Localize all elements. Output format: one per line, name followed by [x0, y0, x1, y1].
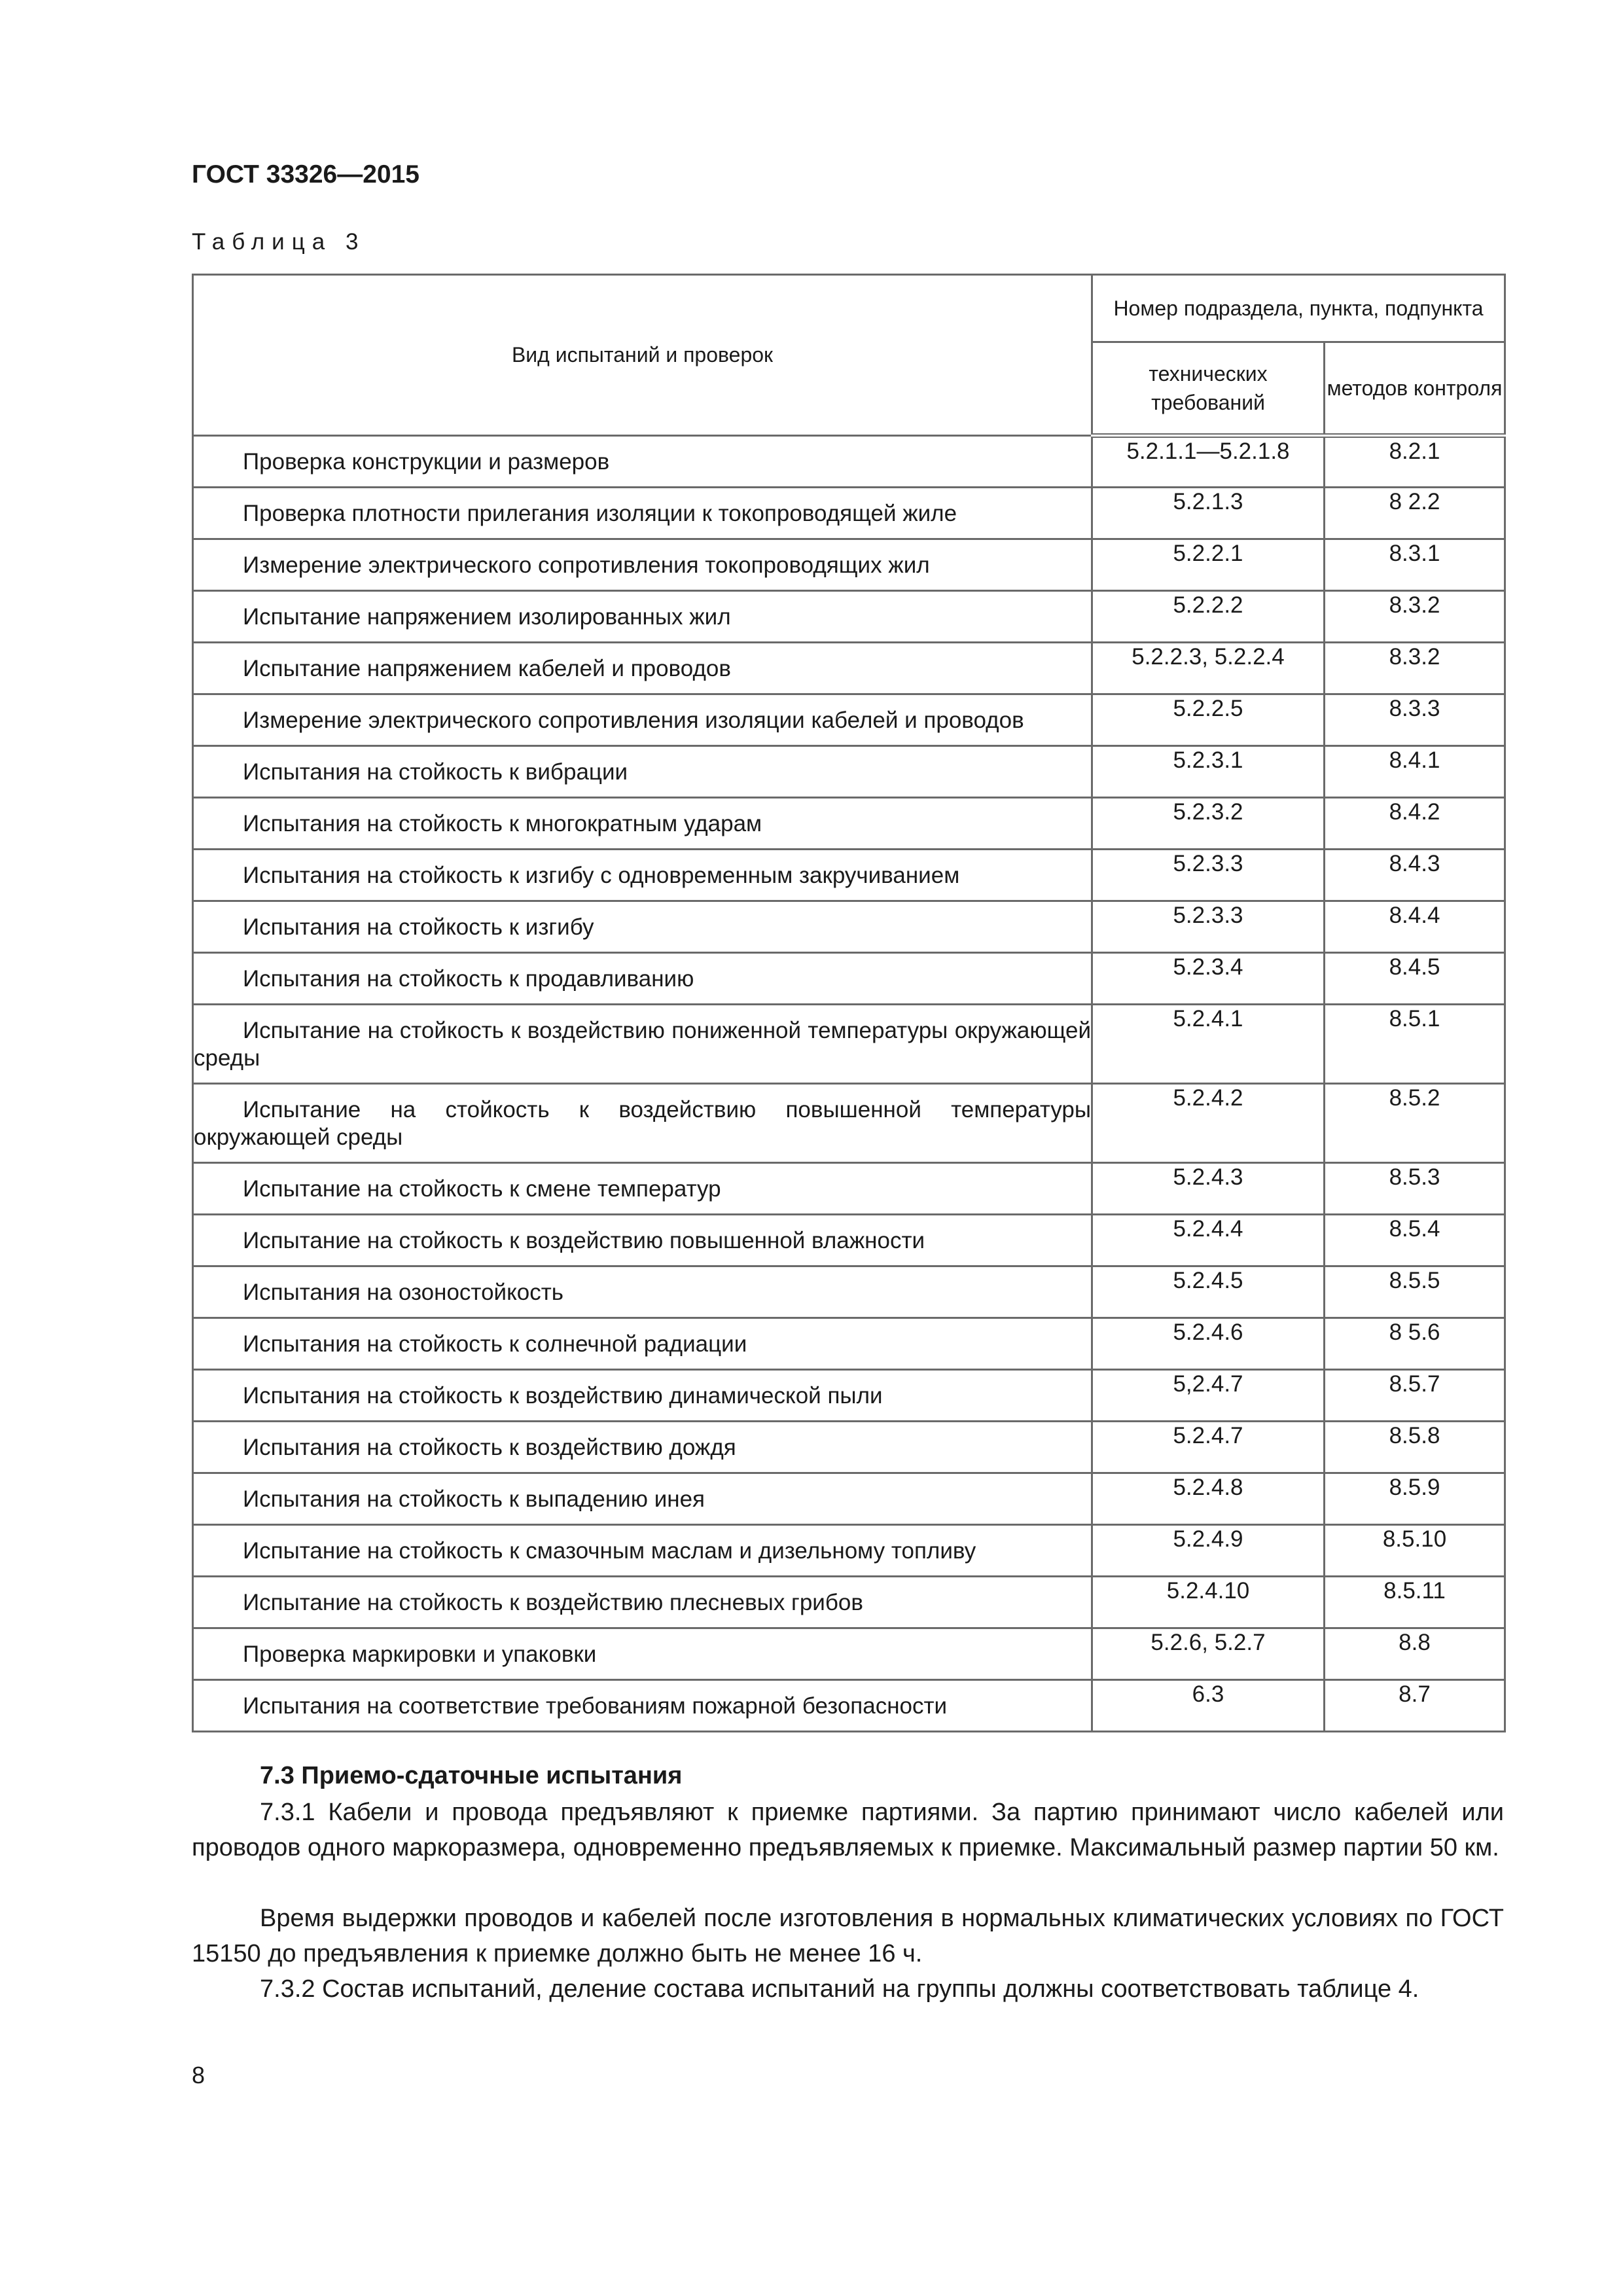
requirements-cell: 5.2.4.9	[1092, 1525, 1325, 1577]
control-method-cell: 8.4.3	[1325, 850, 1505, 901]
test-name-cell: Испытания на стойкость к воздействию динамической пыли	[193, 1370, 1092, 1422]
test-name-cell: Испытания на стойкость к выпадению инея	[193, 1473, 1092, 1525]
table-row	[193, 1628, 1505, 1680]
control-method-cell: 8.3.2	[1325, 643, 1505, 694]
test-name-cell: Измерение электрического сопротивления изоляции кабелей и проводов	[193, 694, 1092, 746]
table-row	[193, 694, 1505, 746]
table-row	[193, 1318, 1505, 1370]
control-method-cell: 8.5.11	[1325, 1577, 1505, 1628]
table-row	[193, 1370, 1505, 1422]
table-row	[193, 798, 1505, 850]
requirements-cell: 5.2.3.4	[1092, 953, 1325, 1005]
control-method-cell: 8.4.4	[1325, 901, 1505, 953]
test-name-cell: Испытания на стойкость к многократным ударам	[193, 798, 1092, 850]
control-method-cell: 8.5.3	[1325, 1163, 1505, 1215]
control-method-cell: 8.5.8	[1325, 1422, 1505, 1473]
control-method-cell: 8.4.5	[1325, 953, 1505, 1005]
control-method-cell: 8.3.1	[1325, 539, 1505, 591]
test-name-cell: Проверка маркировки и упаковки	[193, 1628, 1092, 1680]
control-method-cell: 8.5.10	[1325, 1525, 1505, 1577]
section-heading: 7.3 Приемо-сдаточные испытания	[260, 1762, 683, 1789]
test-name-cell: Испытание на стойкость к воздействию плесневых грибов	[193, 1577, 1092, 1628]
control-method-cell: 8.5.1	[1325, 1005, 1505, 1084]
test-name-cell: Испытания на стойкость к изгибу с одновременным закручиванием	[193, 850, 1092, 901]
control-method-cell: 8.2.1	[1325, 436, 1505, 488]
control-method-cell: 8.5.2	[1325, 1084, 1505, 1163]
table-row	[193, 1577, 1505, 1628]
table-row	[193, 746, 1505, 798]
page-number: 8	[192, 2062, 205, 2089]
header-control-methods: методов контроля	[1325, 342, 1505, 436]
requirements-cell: 5.2.2.1	[1092, 539, 1325, 591]
test-name-cell: Проверка конструкции и размеров	[193, 436, 1092, 488]
header-section-number: Номер подраздела, пункта, подпункта	[1092, 275, 1505, 342]
control-method-cell: 8.3.2	[1325, 591, 1505, 643]
test-name-cell: Испытание напряжением изолированных жил	[193, 591, 1092, 643]
table-row	[193, 1525, 1505, 1577]
header-technical-requirements: технических требований	[1092, 342, 1325, 436]
requirements-cell: 5.2.2.5	[1092, 694, 1325, 746]
table-row	[193, 850, 1505, 901]
requirements-cell: 5.2.2.3, 5.2.2.4	[1092, 643, 1325, 694]
test-name-cell: Испытание на стойкость к смене температур	[193, 1163, 1092, 1215]
test-name-cell: Испытание на стойкость к смазочным маслам и дизельному топливу	[193, 1525, 1092, 1577]
table-row	[193, 953, 1505, 1005]
table-caption: Таблица 3	[192, 229, 366, 255]
control-method-cell: 8.7	[1325, 1680, 1505, 1732]
test-name-cell: Испытания на стойкость к вибрации	[193, 746, 1092, 798]
table-row	[193, 1163, 1505, 1215]
test-name-cell: Испытания на соответствие требованиям пожарной безопасности	[193, 1680, 1092, 1732]
table-row	[193, 1005, 1505, 1084]
test-name-cell: Испытания на стойкость к продавливанию	[193, 953, 1092, 1005]
control-method-cell: 8.5.9	[1325, 1473, 1505, 1525]
test-name-cell: Испытания на стойкость к солнечной радиации	[193, 1318, 1092, 1370]
requirements-cell: 5.2.6, 5.2.7	[1092, 1628, 1325, 1680]
table-row	[193, 1084, 1505, 1163]
test-name-cell: Испытания на озоностойкость	[193, 1266, 1092, 1318]
paragraph-7-3-2: 7.3.2 Состав испытаний, деление состава испытаний на группы должны соответствовать таблице 4.	[260, 1975, 1419, 2003]
tests-table	[192, 274, 1506, 1732]
paragraph-hold-time: Время выдержки проводов и кабелей после изготовления в нормальных климатических условиях по ГОСТ 15150 до предъявления к приемке должно быть не менее 16 ч.	[192, 1905, 1504, 1967]
requirements-cell: 5.2.4.2	[1092, 1084, 1325, 1163]
table-row	[193, 1215, 1505, 1266]
requirements-cell: 5.2.3.3	[1092, 901, 1325, 953]
requirements-cell: 5.2.1.3	[1092, 488, 1325, 539]
control-method-cell: 8.4.1	[1325, 746, 1505, 798]
control-method-cell: 8 5.6	[1325, 1318, 1505, 1370]
table-row	[193, 901, 1505, 953]
test-name-cell: Испытание на стойкость к воздействию пониженной температуры окружающей среды	[193, 1005, 1092, 1084]
requirements-cell: 5.2.3.2	[1092, 798, 1325, 850]
requirements-cell: 5.2.4.8	[1092, 1473, 1325, 1525]
table-row	[193, 539, 1505, 591]
table-row	[193, 1473, 1505, 1525]
document-code: ГОСТ 33326—2015	[192, 160, 419, 188]
requirements-cell: 5.2.4.6	[1092, 1318, 1325, 1370]
requirements-cell: 5.2.2.2	[1092, 591, 1325, 643]
control-method-cell: 8 2.2	[1325, 488, 1505, 539]
test-name-cell: Испытание на стойкость к воздействию повышенной влажности	[193, 1215, 1092, 1266]
requirements-cell: 5.2.4.5	[1092, 1266, 1325, 1318]
table-row	[193, 1680, 1505, 1732]
table-row	[193, 436, 1505, 488]
requirements-cell: 5.2.4.7	[1092, 1422, 1325, 1473]
requirements-cell: 5.2.4.10	[1092, 1577, 1325, 1628]
test-name-cell: Испытания на стойкость к изгибу	[193, 901, 1092, 953]
test-name-cell: Испытания на стойкость к воздействию дождя	[193, 1422, 1092, 1473]
table-row	[193, 1422, 1505, 1473]
paragraph-7-3-1: 7.3.1 Кабели и провода предъявляют к приемке партиями. За партию принимают число кабелей или проводов одного маркоразмера, одновременно предъявляемых к приемке. Максимальный размер партии 50 км.	[192, 1799, 1504, 1861]
control-method-cell: 8.4.2	[1325, 798, 1505, 850]
test-name-cell: Проверка плотности прилегания изоляции к токопроводящей жиле	[193, 488, 1092, 539]
test-name-cell: Испытание напряжением кабелей и проводов	[193, 643, 1092, 694]
control-method-cell: 8.5.4	[1325, 1215, 1505, 1266]
control-method-cell: 8.3.3	[1325, 694, 1505, 746]
requirements-cell: 5,2.4.7	[1092, 1370, 1325, 1422]
requirements-cell: 5.2.4.3	[1092, 1163, 1325, 1215]
table-body	[193, 436, 1505, 1732]
requirements-cell: 5.2.4.1	[1092, 1005, 1325, 1084]
control-method-cell: 8.5.5	[1325, 1266, 1505, 1318]
test-name-cell: Испытание на стойкость к воздействию повышенной температуры окружающей среды	[193, 1084, 1092, 1163]
header-test-type: Вид испытаний и проверок	[193, 275, 1092, 436]
requirements-cell: 5.2.1.1—5.2.1.8	[1092, 436, 1325, 488]
table-row	[193, 643, 1505, 694]
requirements-cell: 6.3	[1092, 1680, 1325, 1732]
requirements-cell: 5.2.3.1	[1092, 746, 1325, 798]
control-method-cell: 8.8	[1325, 1628, 1505, 1680]
control-method-cell: 8.5.7	[1325, 1370, 1505, 1422]
requirements-cell: 5.2.4.4	[1092, 1215, 1325, 1266]
table-row	[193, 1266, 1505, 1318]
table-row	[193, 488, 1505, 539]
test-name-cell: Измерение электрического сопротивления токопроводящих жил	[193, 539, 1092, 591]
table-row	[193, 591, 1505, 643]
requirements-cell: 5.2.3.3	[1092, 850, 1325, 901]
